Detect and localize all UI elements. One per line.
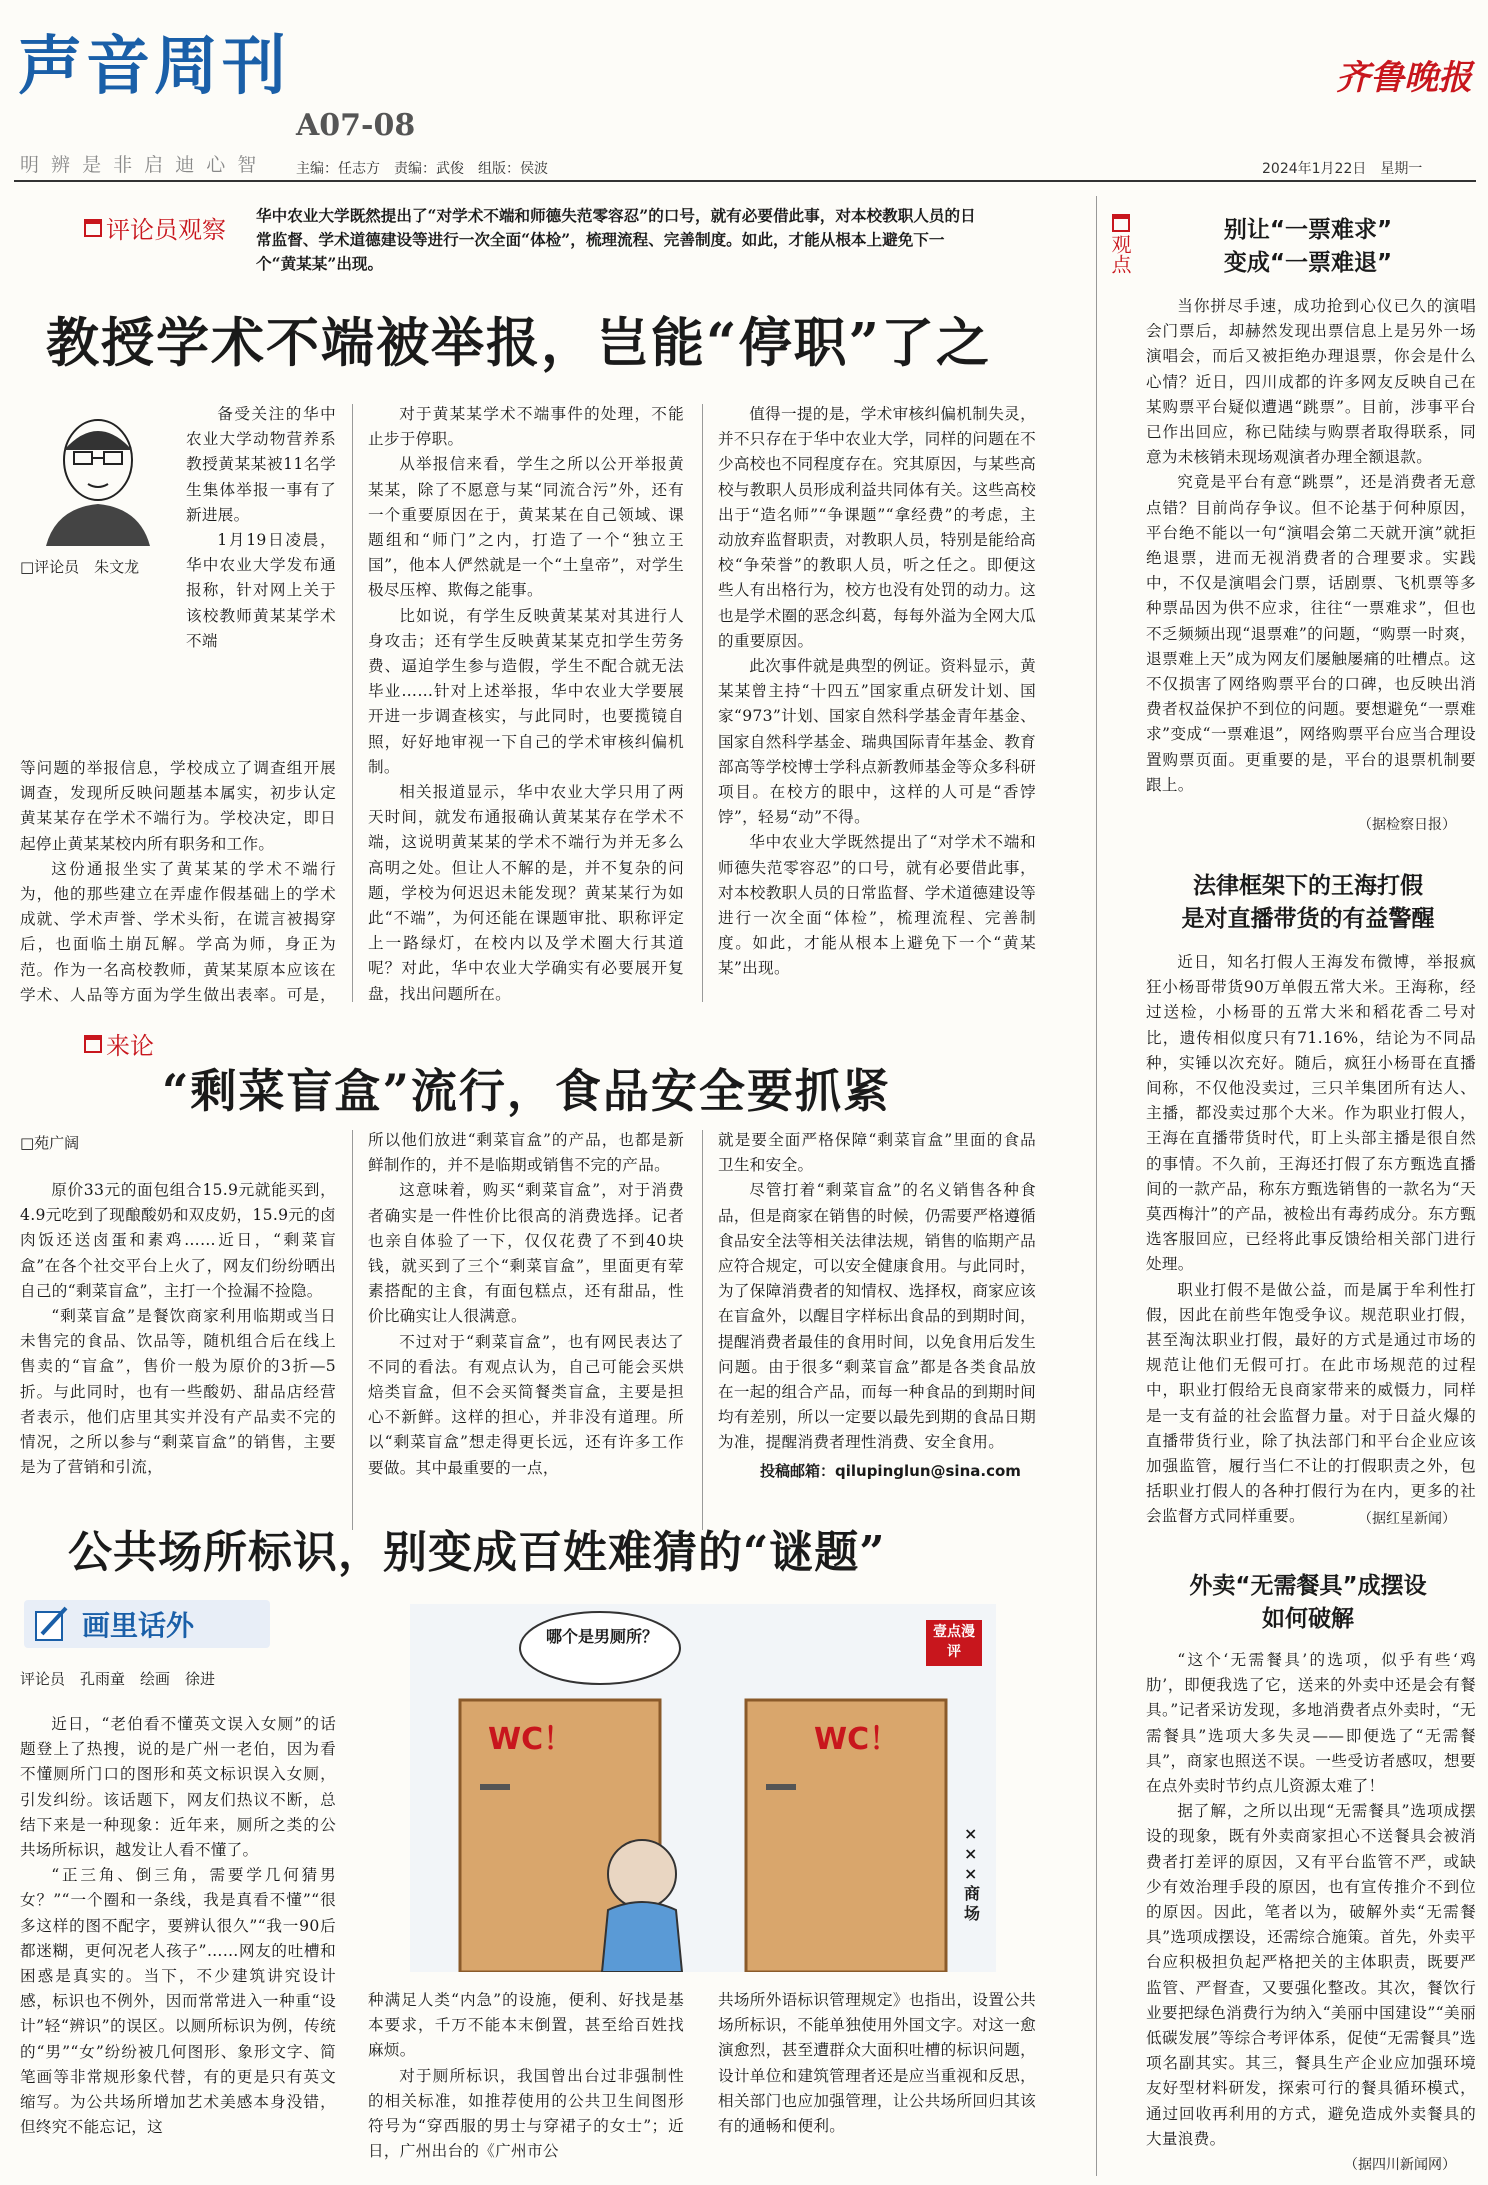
lead-headline: 教授学术不端被举报，岂能“停职”了之 (46, 312, 991, 374)
third-col2 (368, 1988, 684, 2176)
tag-box-icon (84, 219, 102, 237)
tag-label: 评论员观察 (106, 216, 226, 244)
headline-line: 变成“一票难退” (1223, 250, 1393, 276)
divider-col (702, 1130, 703, 1530)
paragraph: 共场所外语标识管理规定》也指出，设置公共场所标识，不能单独使用外国文字。对这一愈演愈烈，甚至遭群众大面积吐槽的标识问题，设计单位和建筑管理者还是应当重视和反思，相关部门也应加强管理，让公共场所回归其该有的通畅和便利。 (718, 1991, 1036, 2136)
paragraph: 就是要全面严格保障“剩菜盲盒”里面的食品卫生和安全。 (718, 1131, 1036, 1175)
paragraph: “这个‘无需餐具’的选项，似乎有些‘鸡肋’，即便我选了它，送来的外卖中还是会有餐具。”记者采访发现，多地消费者点外卖时，“无需餐具”选项大多失灵——即便选了“无需餐具”，商家也照送不误。一些受访者感叹，想要在点外卖时节约点儿资源太难了！ (1146, 1651, 1476, 1796)
paragraph: 1月19日凌晨，华中农业大学发布通报称，针对网上关于该校教师黄某某学术不端 (186, 531, 336, 650)
newspaper-logo: 齐鲁晚报 (1336, 58, 1472, 98)
paragraph: 此次事件就是典型的例证。资料显示，黄某某曾主持“十四五”国家重点研发计划、国家“973”计划、国家自然科学基金青年基金、国家自然科学基金、瑞典国际青年基金、教育部高等学校博士学科点新教师基金等众多科研项目。在校方的眼中，这样的人可是“香饽饽”，轻易“动”不得。 (718, 657, 1036, 827)
paragraph: 比如说，有学生反映黄某某对其进行人身攻击；还有学生反映黄某某克扣学生劳务费、逼迫学生参与造假，学生不配合就无法毕业……针对上述举报，华中农业大学要展开进一步调查核实，与此同时，也要揽镜自照，好好地审视一下自己的学术审核纠偏机制。 (368, 606, 684, 776)
paragraph: 近日，知名打假人王海发布微博，举报疯狂小杨哥带货90万单假五常大米。王海称，经过送检，小杨哥的五常大米和稻花香二号对比，遗传相似度只有71.16%，结论为不同品种，实锤以次充好。随后，疯狂小杨哥在直播间称，不仅他没卖过，三只羊集团所有达人、主播，都没卖过那个大米。作为职业打假人，王海在直播带货时代，盯上头部主播是很自然的事情。不久前，王海还打假了东方甄选直播间的一款产品，称东方甄选销售的一款名为“天莫西梅汁”的产品，被检出有毒药成分。东方甄选客服回应，已经将此事反馈给相关部门进行处理。 (1146, 953, 1476, 1274)
headline-line: 别让“一票难求” (1223, 217, 1393, 243)
paragraph: 相关报道显示，华中农业大学只用了两天时间，就发布通报确认黄某某存在学术不端，这说明黄某某的学术不端行为并无多么高明之处。但让人不解的是，并不复杂的问题，学校为何迟迟未能发现？黄某某行为如此“不端”，为何还能在课题审批、职称评定上一路绿灯，在校内以及学术圈大行其道呢？对此，华中农业大学确实有必要展开复盘，找出问题所在。 (368, 783, 684, 1003)
sidebar-a3-headline (1140, 1570, 1476, 1636)
paragraph: 当你拼尽手速，成功抢到心仪已久的演唱会门票后，却赫然发现出票信息上是另外一场演唱会，而后又被拒绝办理退票，你会是什么心情？近日，四川成都的许多网友反映自己在某购票平台疑似遭遇“跳票”。目前，涉事平台已作出回应，称已陆续与购票者取得联系，同意为未核销未现场观演者办理全额退款。 (1146, 297, 1476, 467)
third-headline: 公共场所标识，别变成百姓难猜的“谜题” (68, 1527, 886, 1578)
headline-line: 是对直播带货的有益警醒 (1181, 906, 1435, 932)
paragraph: 对于厕所标识，我国曾出台过非强制性的相关标准，如推荐使用的公共卫生间图形符号为“穿西服的男士与穿裙子的女士”；近日，广州出台的《广州市公 (368, 2066, 684, 2161)
masthead-title: 声音周刊 (18, 30, 290, 104)
tag-laiyan (84, 1026, 154, 1061)
sidebar-a2-headline (1140, 870, 1476, 936)
lead-col2 (368, 402, 684, 1004)
page-code: A07-08 (296, 108, 416, 143)
second-col3 (718, 1128, 1036, 1486)
paragraph: “正三角、倒三角，需要学几何猜男女？”“一个圈和一条线，我是真看不懂”“很多这样的图不配字，要辨认很久”“我一90后都迷糊，更何况老人孩子”……网友的吐槽和困惑是真实的。当下，不少建筑讲究设计感，标识也不例外，因而常常进入一种重“设计”轻“辨识”的误区。以厕所标识为例，传统的“男”“女”纷纷被几何图形、象形文字、简笔画等非常规形象代替，有的更是只有英文缩写。为公共场所增加艺术美感本身没错，但终究不能忘记，这 (20, 1866, 336, 2137)
lead-intro: 华中农业大学既然提出了“对学术不端和师德失范零容忍”的口号，就有必要借此事，对本校教职人员的日常监督、学术道德建设等进行一次全面“体检”，梳理流程、完善制度。如此，才能从根本上避免下一个“黄某某”出现。 (256, 206, 976, 273)
door2-text: WC (814, 1722, 870, 1757)
tag-viewpoint (1106, 214, 1135, 274)
door1-mark: ！ (543, 1722, 574, 1757)
headline-line: 外卖“无需餐具”成摆设 (1189, 1573, 1427, 1599)
paragraph: 这意味着，购买“剩菜盲盒”，对于消费者确实是一件性价比很高的消费选择。记者也亲自体验了一下，仅仅花费了不到40块钱，就买到了三个“剩菜盲盒”，里面更有荤素搭配的主食，有面包糕点，还有甜品，性价比确实让人很满意。 (368, 1181, 684, 1326)
second-col2 (368, 1128, 684, 1532)
tag-box-icon (1112, 214, 1130, 232)
paragraph: 近日，“老伯看不懂英文误入女厕”的话题登上了热搜，说的是广州一老伯，因为看不懂厕所门口的图形和英文标识误入女厕，引发纠纷。该话题下，网友们热议不断，总结下来是一种现象：近年来，厕所之类的公共场所标识，越发让人看不懂了。 (20, 1715, 336, 1860)
cartoon-bubble-text: 哪个是男厕所？ (545, 1627, 658, 1646)
paragraph: 尽管打着“剩菜盲盒”的名义销售各种食品，但是商家在销售的时候，仍需要严格遵循食品安全法等相关法律法规，销售的临期产品应符合规定，可以安全健康食用。与此同时，为了保障消费者的知情权、选择权，商家应该在盲盒外，以醒目字样标出食品的到期时间，提醒消费者最佳的食用时间，以免食用后发生问题。由于很多“剩菜盲盒”都是各类食品放在一起的组合产品，而每一种食品的到期时间均有差别，所以一定要以最先到期的食品日期为准，提醒消费者理性消费、安全食用。 (718, 1181, 1036, 1452)
tag-label: 来论 (106, 1032, 154, 1060)
lead-byline: □评论员 朱文龙 (20, 558, 140, 576)
cartoon-illustration (410, 1604, 996, 1972)
divider-col (352, 404, 353, 1002)
paragraph: 据了解，之所以出现“无需餐具”选项成摆设的现象，既有外卖商家担心不送餐具会被消费者打差评的原因，又有平台监管不严，或缺少有效治理手段的原因，也有宣传推介不到位的原因。因此，笔者以为，破解外卖“无需餐具”选项成摆设，还需综合施策。首先，外卖平台应积极担负起严格把关的主体职责，既要严监管、严督查，又要强化整改。其次，餐饮行业要把绿色消费行为纳入“美丽中国建设”“美丽低碳发展”等综合考评体系，促使“无需餐具”选项名副其实。其三，餐具生产企业应加强环境友好型材料研发，探索可行的餐具循环模式，通过回收再利用的方式，避免造成外卖餐具的大量浪费。 (1146, 1802, 1476, 2148)
divider-col (352, 1130, 353, 1530)
door2-mark: ！ (869, 1722, 900, 1757)
cartoon-door2-label (814, 1714, 899, 1758)
divider-col (702, 404, 703, 1002)
lead-col1-bottom (20, 756, 336, 1004)
editors-line: 主编：任志方 责编：武俊 组版：侯波 (296, 161, 548, 177)
cartoon-badge: 壹点漫评 (933, 1624, 975, 1660)
sidebar-a1-headline (1140, 214, 1476, 280)
third-col1 (20, 1712, 336, 2176)
pen-notebook-icon (32, 1604, 72, 1644)
publish-date: 2024年1月22日 星期一 (1262, 161, 1423, 177)
paragraph: 职业打假不是做公益，而是属于牟利性打假，因此在前些年饱受争议。规范职业打假，甚至淘汰职业打假，最好的方式是通过市场的规范让他们无假可打。在此市场规范的过程中，职业打假给无良商家带来的威慑力，同样是一支有益的社会监督力量。对于日益火爆的直播带货行业，除了执法部门和平台企业应该加强监管，履行当仁不让的打假职责之外，包括职业打假人的各种打假行为在内，更多的社会监督方式同样重要。 (1146, 1280, 1476, 1526)
second-col1 (20, 1178, 336, 1532)
paragraph: 究竟是平台有意“跳票”，还是消费者无意点错？目前尚存争议。但不论基于何种原因，平台绝不能以一句“演唱会第二天就开演”就拒绝退票，进而无视消费者的合理要求。实践中，不仅是演唱会门票，话剧票、飞机票等多种票品因为供不应求，往往“一票难求”，但也不乏频频出现“退票难”的问题，“购票一时爽，退票难上天”成为网友们屡触屡痛的吐槽点。这不仅损害了网络购票平台的口碑，也反映出消费者权益保护不到位的问题。要想避免“一票难求”变成“一票难退”，网络购票平台应当合理设置购票页面。更重要的是，平台的退票机制要跟上。 (1146, 473, 1476, 794)
third-byline: 评论员 孔雨童 绘画 徐进 (20, 1670, 216, 1688)
third-col3 (718, 1988, 1036, 2176)
sidebar-a1-body (1146, 294, 1476, 830)
paragraph: 华中农业大学既然提出了“对学术不端和师德失范零容忍”的口号，就有必要借此事，对本校教职人员的日常监督、学术道德建设等进行一次全面“体检”，梳理流程、完善制度。如此，才能从根本上避免下一个“黄某某”出现。 (718, 833, 1036, 978)
tag-huali-huawai (24, 1600, 270, 1648)
paragraph: 不过对于“剩菜盲盒”，也有网民表达了不同的看法。有观点认为，自己可能会买烘焙类盲盒，但不会买简餐类盲盒，主要是担心不新鲜。这样的担心，并非没有道理。所以“剩菜盲盒”想走得更长远，还有许多工作要做。其中最重要的一点， (368, 1332, 684, 1477)
masthead-subtitle: 明 辨 是 非 启 迪 心 智 (20, 154, 260, 176)
paragraph: 这份通报坐实了黄某某的学术不端行为，他的那些建立在弄虚作假基础上的学术成就、学术声誉、学术头衔，在谎言被揭穿后，也面临土崩瓦解。学高为师，身正为范。作为一名高校教师，黄某某原本应该在学术、人品等方面为学生做出表率。可是， (20, 859, 336, 1004)
paragraph: 对于黄某某学术不端事件的处理，不能止步于停职。 (368, 405, 684, 449)
paragraph: 种满足人类“内急”的设施，便利、好找是基本要求，千万不能本末倒置，甚至给百姓找麻烦。 (368, 1991, 684, 2060)
masthead-rule (14, 180, 1476, 182)
headline-line: 法律框架下的王海打假 (1193, 873, 1423, 899)
lead-col1-top (186, 402, 336, 754)
author-portrait (36, 408, 160, 546)
sidebar-a1-source: （据检察日报） (1358, 817, 1456, 833)
submission-email: 投稿邮箱：qilupinglun@sina.com (760, 1462, 1021, 1480)
door1-text: WC (488, 1722, 544, 1757)
paragraph: 值得一提的是，学术审核纠偏机制失灵，并不只存在于华中农业大学，同样的问题在不少高校也不同程度存在。究其原因，与某些高校与教职人员形成利益共同体有关。这些高校出于“造名师”“争课题”“拿经费”的考虑，主动放弃监督职责，对教职人员，特别是能给高校“争荣誉”的教职人员，听之任之。即便这些人有出格行为，校方也没有处罚的动力。这也是学术圈的恶念纠葛，每每外溢为全网大瓜的重要原因。 (718, 405, 1036, 650)
tag-label: 观点 (1108, 234, 1132, 274)
sidebar-divider (1096, 196, 1097, 2176)
sidebar-a3-source: （据四川新闻网） (1344, 2157, 1456, 2173)
tag-commentator-observe (84, 210, 226, 245)
lead-col3 (718, 402, 1036, 1004)
sidebar-a2-body (1146, 950, 1476, 1530)
paragraph: “剩菜盲盒”是餐饮商家利用临期或当日未售完的食品、饮品等，随机组合后在线上售卖的“盲盒”，售价一般为原价的3折—5折。与此同时，也有一些酸奶、甜品店经营者表示，他们店里其实并没有产品卖不完的情况，之所以参与“剩菜盲盒”的销售，主要是为了营销和引流， (20, 1307, 336, 1477)
sidebar-a2-source: （据红星新闻） (1358, 1511, 1456, 1527)
tag-label: 画里话外 (82, 1609, 195, 1642)
paragraph: 备受关注的华中农业大学动物营养系教授黄某某被11名学生集体举报一事有了新进展。 (186, 405, 336, 524)
headline-line: 如何破解 (1262, 1606, 1354, 1632)
paragraph: 原价33元的面包组合15.9元就能买到，4.9元吃到了现酿酸奶和双皮奶，15.9元的卤肉饭还送卤蛋和素鸡……近日，“剩菜盲盒”在各个社交平台上火了，网友们纷纷晒出自己的“剩菜盲盒”，主打一个捡漏不捡隐。 (20, 1181, 336, 1300)
paragraph: 从举报信来看，学生之所以公开举报黄某某，除了不愿意与某“同流合污”外，还有一个重要原因在于，黄某某在自己领域、课题组和“师门”之内，打造了一个“独立王国”，他本人俨然就是一个“土皇帝”，对学生极尽压榨、欺侮之能事。 (368, 455, 684, 600)
sidebar-a3-body (1146, 1648, 1476, 2154)
cartoon-door1-label (488, 1714, 573, 1758)
second-headline: “剩菜盲盒”流行，食品安全要抓紧 (162, 1064, 891, 1118)
paragraph: 所以他们放进“剩菜盲盒”的产品，也都是新鲜制作的，并不是临期或销售不完的产品。 (368, 1131, 684, 1175)
tag-box-icon (84, 1035, 102, 1053)
paragraph: 等问题的举报信息，学校成立了调查组开展调查，发现所反映问题基本属实，初步认定黄某某存在学术不端行为。学校决定，即日起停止黄某某校内所有职务和工作。 (20, 759, 336, 853)
cartoon-mall-sign: ×××商场 (964, 1824, 981, 1923)
second-byline: □苑广阔 (20, 1134, 80, 1152)
